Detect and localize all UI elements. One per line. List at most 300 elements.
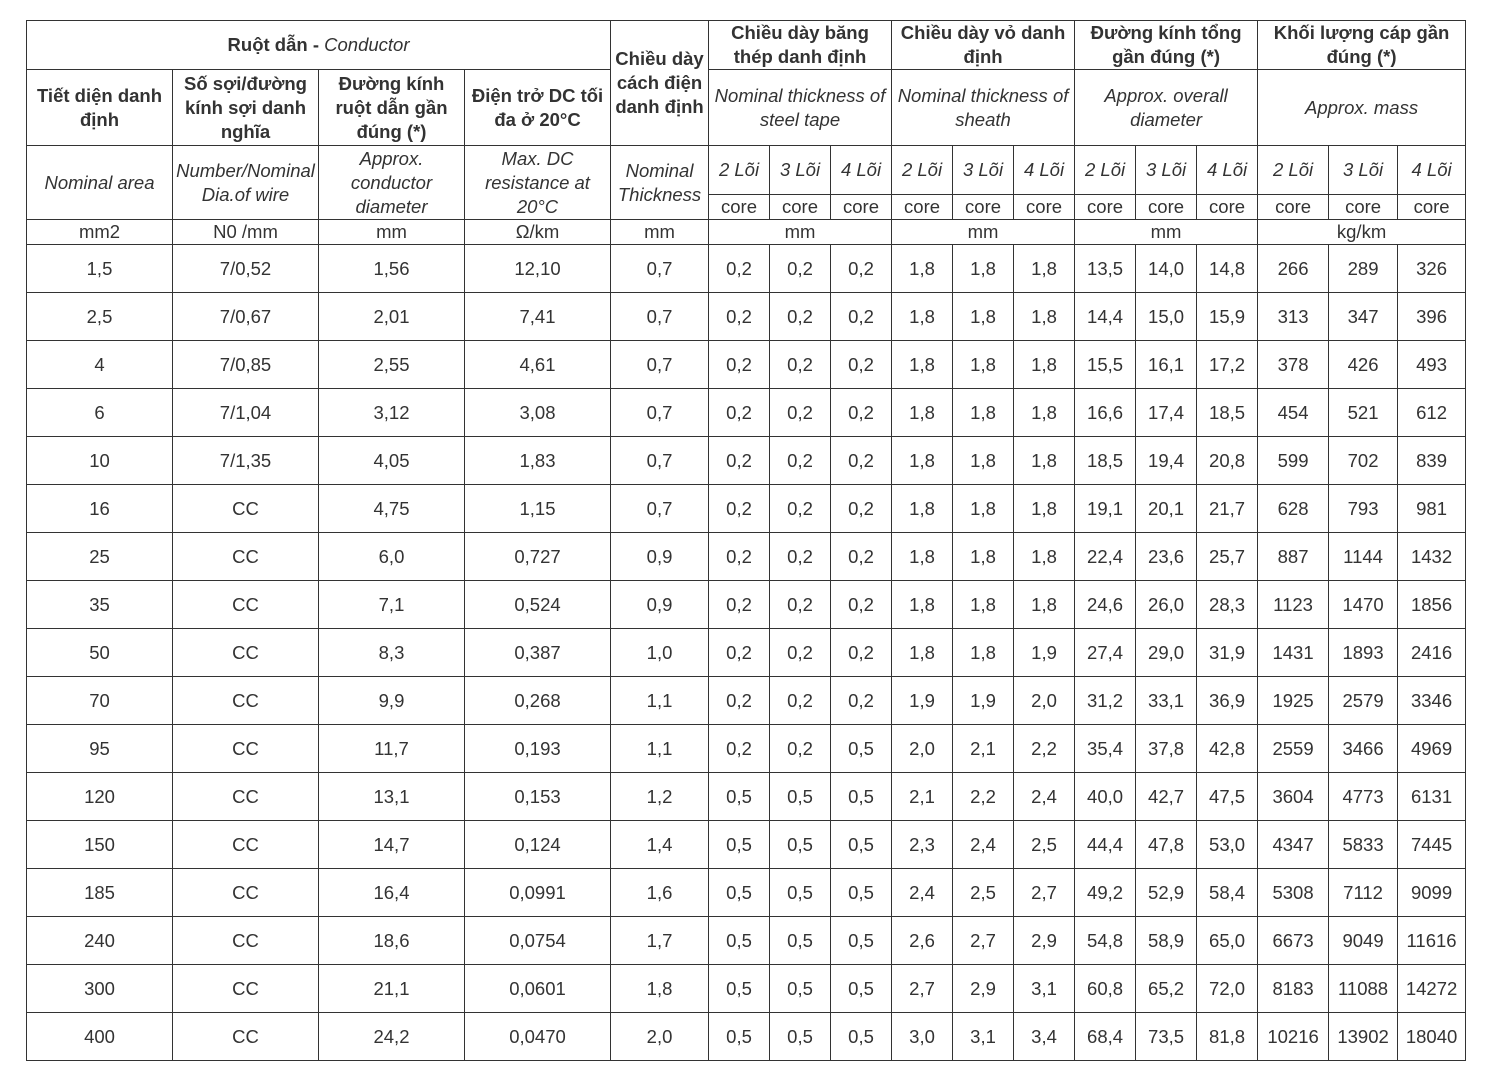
cell-mass-2: 5308 [1258, 869, 1329, 917]
cell-sheath-3: 1,8 [953, 437, 1014, 485]
table-row [27, 965, 1466, 1013]
table-row [27, 677, 1466, 725]
cell-mass-2: 313 [1258, 293, 1329, 341]
table-row [27, 533, 1466, 581]
cell-area: 16 [27, 485, 173, 533]
cell-mass-4: 9099 [1398, 869, 1466, 917]
cell-area: 185 [27, 869, 173, 917]
cell-diameter-2: 19,1 [1075, 485, 1136, 533]
cell-sheath-3: 2,5 [953, 869, 1014, 917]
steel-tape-header-vi: Chiều dày băng thép danh định [709, 21, 892, 70]
cell-diameter-2: 31,2 [1075, 677, 1136, 725]
cell-steel-tape-3: 0,5 [770, 821, 831, 869]
cell-sheath-4: 1,8 [1014, 389, 1075, 437]
cell-wire: 7/1,35 [173, 437, 319, 485]
cell-resistance: 0,268 [465, 677, 611, 725]
cell-sheath-3: 2,2 [953, 773, 1014, 821]
cell-sheath-2: 1,8 [892, 581, 953, 629]
cell-insulation: 0,7 [611, 437, 709, 485]
conductor-diameter-header-en: Approx. conductor diameter [319, 146, 465, 220]
cell-sheath-4: 2,0 [1014, 677, 1075, 725]
cell-steel-tape-2: 0,2 [709, 341, 770, 389]
cell-sheath-3: 2,7 [953, 917, 1014, 965]
sheath-core-label-4: 4 Lõi [1014, 146, 1075, 195]
cell-sheath-4: 1,8 [1014, 485, 1075, 533]
cell-steel-tape-3: 0,5 [770, 965, 831, 1013]
cell-diameter-4: 58,4 [1197, 869, 1258, 917]
cell-mass-2: 10216 [1258, 1013, 1329, 1061]
conductor-diameter-header-vi: Đường kính ruột dẫn gần đúng (*) [319, 70, 465, 146]
cell-mass-3: 7112 [1329, 869, 1398, 917]
cell-steel-tape-4: 0,5 [831, 725, 892, 773]
cell-insulation: 0,7 [611, 389, 709, 437]
cell-conductor-diameter: 13,1 [319, 773, 465, 821]
wire-header-en: Number/Nominal Dia.of wire [173, 146, 319, 220]
cell-area: 120 [27, 773, 173, 821]
cell-diameter-4: 42,8 [1197, 725, 1258, 773]
cell-mass-2: 6673 [1258, 917, 1329, 965]
cell-mass-3: 2579 [1329, 677, 1398, 725]
cell-steel-tape-4: 0,2 [831, 389, 892, 437]
cell-steel-tape-4: 0,5 [831, 773, 892, 821]
cell-area: 300 [27, 965, 173, 1013]
cell-diameter-4: 21,7 [1197, 485, 1258, 533]
steel-tape-core-en-3: core [770, 195, 831, 220]
table-row [27, 821, 1466, 869]
cell-insulation: 0,7 [611, 293, 709, 341]
cell-mass-4: 493 [1398, 341, 1466, 389]
cell-resistance: 3,08 [465, 389, 611, 437]
cell-steel-tape-3: 0,2 [770, 437, 831, 485]
cell-steel-tape-4: 0,2 [831, 293, 892, 341]
cell-mass-2: 4347 [1258, 821, 1329, 869]
cell-sheath-2: 1,8 [892, 389, 953, 437]
steel-tape-core-label-4: 4 Lõi [831, 146, 892, 195]
cell-mass-3: 11088 [1329, 965, 1398, 1013]
cell-sheath-4: 1,8 [1014, 581, 1075, 629]
mass-core-label-2: 2 Lõi [1258, 146, 1329, 195]
cell-steel-tape-4: 0,2 [831, 533, 892, 581]
cell-diameter-2: 27,4 [1075, 629, 1136, 677]
unit-wire: N0 /mm [173, 220, 319, 245]
cell-mass-4: 11616 [1398, 917, 1466, 965]
cell-steel-tape-3: 0,2 [770, 293, 831, 341]
cell-sheath-3: 1,8 [953, 245, 1014, 293]
cell-sheath-2: 1,8 [892, 293, 953, 341]
unit-steel-tape: mm [709, 220, 892, 245]
cell-steel-tape-4: 0,2 [831, 245, 892, 293]
cell-steel-tape-3: 0,5 [770, 773, 831, 821]
cell-diameter-2: 35,4 [1075, 725, 1136, 773]
cell-resistance: 0,0601 [465, 965, 611, 1013]
table-row [27, 293, 1466, 341]
cell-insulation: 1,6 [611, 869, 709, 917]
table-row [27, 437, 1466, 485]
cell-mass-4: 326 [1398, 245, 1466, 293]
cell-diameter-3: 52,9 [1136, 869, 1197, 917]
cell-diameter-4: 31,9 [1197, 629, 1258, 677]
cell-sheath-4: 1,8 [1014, 533, 1075, 581]
unit-area: mm2 [27, 220, 173, 245]
cell-sheath-2: 2,1 [892, 773, 953, 821]
mass-core-en-3: core [1329, 195, 1398, 220]
cell-sheath-3: 1,8 [953, 293, 1014, 341]
cell-wire: CC [173, 725, 319, 773]
cell-sheath-4: 1,8 [1014, 293, 1075, 341]
cell-mass-2: 599 [1258, 437, 1329, 485]
table-row [27, 341, 1466, 389]
cell-diameter-4: 65,0 [1197, 917, 1258, 965]
cell-wire: CC [173, 869, 319, 917]
cell-sheath-2: 1,8 [892, 629, 953, 677]
steel-tape-core-en-4: core [831, 195, 892, 220]
table-row [27, 1013, 1466, 1061]
cell-diameter-4: 72,0 [1197, 965, 1258, 1013]
cell-steel-tape-3: 0,5 [770, 869, 831, 917]
cell-diameter-3: 26,0 [1136, 581, 1197, 629]
cell-diameter-2: 44,4 [1075, 821, 1136, 869]
cell-resistance: 0,193 [465, 725, 611, 773]
cell-sheath-4: 2,5 [1014, 821, 1075, 869]
cell-steel-tape-4: 0,2 [831, 677, 892, 725]
cell-mass-3: 4773 [1329, 773, 1398, 821]
cell-resistance: 7,41 [465, 293, 611, 341]
cell-area: 25 [27, 533, 173, 581]
cell-sheath-2: 2,0 [892, 725, 953, 773]
cell-mass-2: 266 [1258, 245, 1329, 293]
header-row-names [27, 70, 1466, 146]
cell-sheath-3: 2,4 [953, 821, 1014, 869]
cell-mass-2: 1431 [1258, 629, 1329, 677]
cell-diameter-3: 17,4 [1136, 389, 1197, 437]
cell-mass-3: 347 [1329, 293, 1398, 341]
cell-steel-tape-4: 0,2 [831, 485, 892, 533]
cell-steel-tape-2: 0,2 [709, 677, 770, 725]
resistance-header-en: Max. DC resistance at 20°C [465, 146, 611, 220]
cell-mass-4: 3346 [1398, 677, 1466, 725]
area-header-vi: Tiết diện danh định [27, 70, 173, 146]
cell-sheath-4: 2,9 [1014, 917, 1075, 965]
cell-area: 4 [27, 341, 173, 389]
cell-mass-3: 1144 [1329, 533, 1398, 581]
cell-diameter-3: 47,8 [1136, 821, 1197, 869]
sheath-core-en-3: core [953, 195, 1014, 220]
cell-insulation: 1,2 [611, 773, 709, 821]
cell-sheath-4: 1,8 [1014, 437, 1075, 485]
table-row [27, 773, 1466, 821]
cell-insulation: 1,0 [611, 629, 709, 677]
cell-sheath-4: 1,9 [1014, 629, 1075, 677]
cell-mass-4: 6131 [1398, 773, 1466, 821]
cell-resistance: 0,387 [465, 629, 611, 677]
cell-steel-tape-2: 0,2 [709, 629, 770, 677]
cell-diameter-3: 65,2 [1136, 965, 1197, 1013]
sheath-core-label-2: 2 Lõi [892, 146, 953, 195]
cell-area: 50 [27, 629, 173, 677]
cell-mass-4: 14272 [1398, 965, 1466, 1013]
cell-sheath-2: 2,7 [892, 965, 953, 1013]
cell-mass-4: 981 [1398, 485, 1466, 533]
cell-wire: CC [173, 1013, 319, 1061]
cell-mass-3: 793 [1329, 485, 1398, 533]
unit-sheath: mm [892, 220, 1075, 245]
diameter-core-label-2: 2 Lõi [1075, 146, 1136, 195]
cell-resistance: 0,0991 [465, 869, 611, 917]
cell-sheath-4: 2,2 [1014, 725, 1075, 773]
cell-insulation: 1,1 [611, 677, 709, 725]
table-row [27, 389, 1466, 437]
sheath-header-en: Nominal thickness of sheath [892, 70, 1075, 146]
cell-sheath-2: 2,6 [892, 917, 953, 965]
sheath-core-en-2: core [892, 195, 953, 220]
cell-area: 2,5 [27, 293, 173, 341]
cell-mass-3: 426 [1329, 341, 1398, 389]
cell-conductor-diameter: 2,55 [319, 341, 465, 389]
cell-diameter-3: 14,0 [1136, 245, 1197, 293]
cell-diameter-3: 16,1 [1136, 341, 1197, 389]
cell-diameter-2: 49,2 [1075, 869, 1136, 917]
steel-tape-core-label-2: 2 Lõi [709, 146, 770, 195]
cell-wire: 7/0,52 [173, 245, 319, 293]
cell-steel-tape-2: 0,5 [709, 821, 770, 869]
cell-sheath-3: 1,8 [953, 533, 1014, 581]
cell-diameter-2: 15,5 [1075, 341, 1136, 389]
cell-mass-2: 628 [1258, 485, 1329, 533]
cell-insulation: 1,8 [611, 965, 709, 1013]
table-row [27, 629, 1466, 677]
cell-wire: CC [173, 485, 319, 533]
cell-conductor-diameter: 4,05 [319, 437, 465, 485]
cell-conductor-diameter: 24,2 [319, 1013, 465, 1061]
cell-conductor-diameter: 6,0 [319, 533, 465, 581]
steel-tape-header-en: Nominal thickness of steel tape [709, 70, 892, 146]
cell-diameter-4: 18,5 [1197, 389, 1258, 437]
area-header-en: Nominal area [27, 146, 173, 220]
sheath-core-en-4: core [1014, 195, 1075, 220]
cell-mass-2: 3604 [1258, 773, 1329, 821]
cell-diameter-3: 33,1 [1136, 677, 1197, 725]
cell-steel-tape-4: 0,2 [831, 341, 892, 389]
cell-wire: CC [173, 581, 319, 629]
mass-core-label-4: 4 Lõi [1398, 146, 1466, 195]
diameter-header-vi: Đường kính tổng gần đúng (*) [1075, 21, 1258, 70]
cell-diameter-2: 16,6 [1075, 389, 1136, 437]
cell-area: 400 [27, 1013, 173, 1061]
cell-sheath-4: 2,7 [1014, 869, 1075, 917]
cell-mass-4: 839 [1398, 437, 1466, 485]
table-row [27, 725, 1466, 773]
cell-sheath-3: 1,8 [953, 389, 1014, 437]
cell-insulation: 0,7 [611, 245, 709, 293]
cell-sheath-2: 1,8 [892, 341, 953, 389]
cell-insulation: 1,7 [611, 917, 709, 965]
cell-diameter-3: 29,0 [1136, 629, 1197, 677]
cell-steel-tape-2: 0,2 [709, 725, 770, 773]
cell-steel-tape-4: 0,2 [831, 629, 892, 677]
mass-core-en-2: core [1258, 195, 1329, 220]
cell-insulation: 0,7 [611, 341, 709, 389]
cell-mass-4: 1856 [1398, 581, 1466, 629]
cell-steel-tape-3: 0,2 [770, 629, 831, 677]
cell-mass-2: 2559 [1258, 725, 1329, 773]
cell-diameter-2: 40,0 [1075, 773, 1136, 821]
cell-steel-tape-2: 0,2 [709, 437, 770, 485]
cell-insulation: 0,7 [611, 485, 709, 533]
cell-mass-4: 18040 [1398, 1013, 1466, 1061]
cell-conductor-diameter: 4,75 [319, 485, 465, 533]
cell-mass-2: 454 [1258, 389, 1329, 437]
cell-steel-tape-2: 0,2 [709, 581, 770, 629]
cell-sheath-3: 1,8 [953, 629, 1014, 677]
cell-sheath-3: 2,1 [953, 725, 1014, 773]
cell-diameter-3: 20,1 [1136, 485, 1197, 533]
cell-diameter-4: 20,8 [1197, 437, 1258, 485]
cell-wire: CC [173, 677, 319, 725]
cell-sheath-3: 3,1 [953, 1013, 1014, 1061]
cell-mass-3: 5833 [1329, 821, 1398, 869]
sheath-header-vi: Chiều dày vỏ danh định [892, 21, 1075, 70]
cell-resistance: 0,0470 [465, 1013, 611, 1061]
cell-conductor-diameter: 3,12 [319, 389, 465, 437]
cell-wire: CC [173, 629, 319, 677]
table-row [27, 581, 1466, 629]
cell-sheath-4: 3,4 [1014, 1013, 1075, 1061]
cell-mass-2: 887 [1258, 533, 1329, 581]
cell-diameter-4: 15,9 [1197, 293, 1258, 341]
cell-steel-tape-2: 0,5 [709, 773, 770, 821]
cell-resistance: 1,83 [465, 437, 611, 485]
cell-insulation: 1,1 [611, 725, 709, 773]
cell-sheath-4: 1,8 [1014, 341, 1075, 389]
cell-steel-tape-3: 0,2 [770, 533, 831, 581]
cell-area: 10 [27, 437, 173, 485]
cell-diameter-2: 14,4 [1075, 293, 1136, 341]
cell-steel-tape-2: 0,2 [709, 293, 770, 341]
header-row-groups [27, 21, 1466, 70]
cell-wire: CC [173, 533, 319, 581]
cell-diameter-3: 19,4 [1136, 437, 1197, 485]
cell-conductor-diameter: 11,7 [319, 725, 465, 773]
conductor-group-header: Ruột dẫn - Conductor [27, 21, 611, 70]
cell-wire: 7/0,85 [173, 341, 319, 389]
cell-resistance: 0,727 [465, 533, 611, 581]
cell-resistance: 0,124 [465, 821, 611, 869]
unit-resistance: Ω/km [465, 220, 611, 245]
cell-resistance: 0,524 [465, 581, 611, 629]
diameter-core-label-3: 3 Lõi [1136, 146, 1197, 195]
cell-steel-tape-3: 0,5 [770, 1013, 831, 1061]
cell-steel-tape-4: 0,2 [831, 581, 892, 629]
cell-resistance: 0,0754 [465, 917, 611, 965]
cell-sheath-3: 2,9 [953, 965, 1014, 1013]
cell-mass-3: 9049 [1329, 917, 1398, 965]
steel-tape-core-label-3: 3 Lõi [770, 146, 831, 195]
mass-core-label-3: 3 Lõi [1329, 146, 1398, 195]
unit-diameter: mm [1075, 220, 1258, 245]
cell-sheath-2: 1,8 [892, 485, 953, 533]
cell-steel-tape-4: 0,5 [831, 821, 892, 869]
cell-sheath-4: 1,8 [1014, 245, 1075, 293]
cell-sheath-3: 1,8 [953, 581, 1014, 629]
cell-steel-tape-4: 0,5 [831, 917, 892, 965]
cell-mass-3: 13902 [1329, 1013, 1398, 1061]
cell-mass-4: 1432 [1398, 533, 1466, 581]
cell-steel-tape-2: 0,5 [709, 1013, 770, 1061]
cell-steel-tape-3: 0,2 [770, 485, 831, 533]
cell-resistance: 4,61 [465, 341, 611, 389]
cell-mass-4: 7445 [1398, 821, 1466, 869]
cell-steel-tape-3: 0,2 [770, 245, 831, 293]
cell-conductor-diameter: 21,1 [319, 965, 465, 1013]
cell-insulation: 0,9 [611, 581, 709, 629]
cell-diameter-2: 22,4 [1075, 533, 1136, 581]
cell-conductor-diameter: 16,4 [319, 869, 465, 917]
cell-mass-3: 3466 [1329, 725, 1398, 773]
cell-sheath-2: 3,0 [892, 1013, 953, 1061]
cell-diameter-3: 23,6 [1136, 533, 1197, 581]
cell-steel-tape-4: 0,5 [831, 1013, 892, 1061]
cell-conductor-diameter: 2,01 [319, 293, 465, 341]
cell-mass-3: 1893 [1329, 629, 1398, 677]
cell-diameter-4: 53,0 [1197, 821, 1258, 869]
insulation-header-vi: Chiều dày cách điện danh định [611, 21, 709, 146]
cell-mass-4: 396 [1398, 293, 1466, 341]
cell-area: 35 [27, 581, 173, 629]
cell-diameter-2: 54,8 [1075, 917, 1136, 965]
cell-diameter-4: 47,5 [1197, 773, 1258, 821]
cell-resistance: 12,10 [465, 245, 611, 293]
cell-steel-tape-3: 0,2 [770, 389, 831, 437]
mass-header-vi: Khối lượng cáp gần đúng (*) [1258, 21, 1466, 70]
table-row [27, 245, 1466, 293]
table-row [27, 917, 1466, 965]
unit-insulation: mm [611, 220, 709, 245]
cell-area: 70 [27, 677, 173, 725]
cell-steel-tape-3: 0,2 [770, 341, 831, 389]
cell-diameter-2: 60,8 [1075, 965, 1136, 1013]
cell-sheath-2: 1,8 [892, 245, 953, 293]
cable-spec-table [26, 20, 1466, 1061]
cell-sheath-3: 1,8 [953, 341, 1014, 389]
cell-steel-tape-4: 0,2 [831, 437, 892, 485]
cell-wire: CC [173, 821, 319, 869]
cell-steel-tape-2: 0,2 [709, 245, 770, 293]
cell-wire: CC [173, 773, 319, 821]
wire-header-vi: Số sợi/đường kính sợi danh nghĩa [173, 70, 319, 146]
mass-core-en-4: core [1398, 195, 1466, 220]
cell-area: 150 [27, 821, 173, 869]
cell-mass-4: 2416 [1398, 629, 1466, 677]
cell-diameter-4: 36,9 [1197, 677, 1258, 725]
cell-mass-4: 612 [1398, 389, 1466, 437]
cell-steel-tape-3: 0,5 [770, 917, 831, 965]
cell-steel-tape-4: 0,5 [831, 965, 892, 1013]
units-row [27, 220, 1466, 245]
cell-insulation: 0,9 [611, 533, 709, 581]
cell-sheath-2: 2,4 [892, 869, 953, 917]
diameter-core-label-4: 4 Lõi [1197, 146, 1258, 195]
insulation-header-en: Nominal Thickness [611, 146, 709, 220]
diameter-core-en-4: core [1197, 195, 1258, 220]
cell-sheath-2: 2,3 [892, 821, 953, 869]
cell-sheath-4: 3,1 [1014, 965, 1075, 1013]
cell-conductor-diameter: 8,3 [319, 629, 465, 677]
cell-diameter-2: 18,5 [1075, 437, 1136, 485]
cell-steel-tape-4: 0,5 [831, 869, 892, 917]
cell-area: 1,5 [27, 245, 173, 293]
cell-mass-3: 289 [1329, 245, 1398, 293]
cell-diameter-2: 24,6 [1075, 581, 1136, 629]
